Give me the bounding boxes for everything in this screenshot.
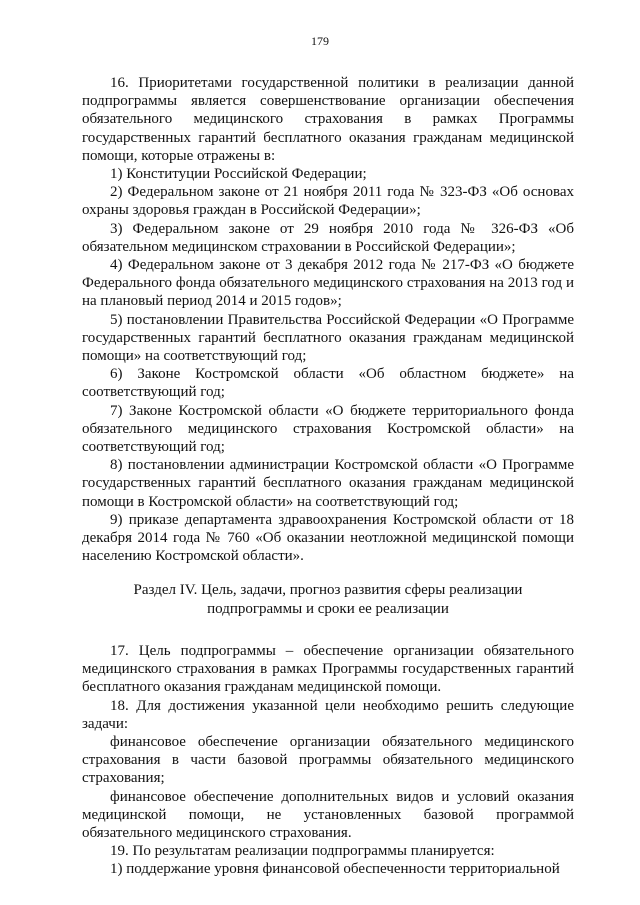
list-item-9: 9) приказе департамента здравоохранения Костромской области от 18 декабря 2014 года № 760 «Об оказании неотложной медицинской помощи населению Костромской области». bbox=[82, 511, 574, 565]
task-item-2: финансовое обеспечение дополнительных видов и условий оказания медицинской помощи, не установленных базовой программой обязательного медицинского страхования. bbox=[82, 788, 574, 841]
document-body bbox=[82, 74, 574, 879]
section-heading-line-1: Раздел IV. Цель, задачи, прогноз развития сферы реализации bbox=[133, 582, 523, 599]
section-heading-line-2: подпрограммы и сроки ее реализации bbox=[207, 600, 449, 617]
list-item-4: 4) Федеральном законе от 3 декабря 2012 года № 217-ФЗ «О бюджете Федерального фонда обязательного медицинского страхования на 2013 год и на плановый период 2014 и 2015 годов»; bbox=[82, 257, 574, 310]
paragraph-17: 17. Цель подпрограммы – обеспечение организации обязательного медицинского страхования в рамках Программы государственных гарантий бесплатного оказания гражданам медицинской помощи. bbox=[82, 642, 574, 696]
list-item-2: 2) Федеральном законе от 21 ноября 2011 года № 323-ФЗ «Об основах охраны здоровья граждан в Российской Федерации»; bbox=[82, 184, 574, 219]
paragraph-19: 19. По результатам реализации подпрограммы планируется: bbox=[110, 843, 495, 860]
result-item-1: 1) поддержание уровня финансовой обеспеченности территориальной bbox=[110, 861, 560, 878]
list-item-1: 1) Конституции Российской Федерации; bbox=[110, 166, 367, 183]
list-item-3: 3) Федеральном законе от 29 ноября 2010 года № 326-ФЗ «Об обязательном медицинском страховании в Российской Федерации»; bbox=[82, 220, 574, 255]
list-item-5: 5) постановлении Правительства Российской Федерации «О Программе государственных гарантий бесплатного оказания гражданам медицинской помощи» на соответствующий год; bbox=[82, 311, 574, 365]
page-number: 179 bbox=[311, 34, 329, 48]
task-item-1: финансовое обеспечение организации обязательного медицинского страхования в части базовой программы обязательного медицинского страхования; bbox=[82, 733, 574, 787]
list-item-6: 6) Законе Костромской области «Об областном бюджете» на соответствующий год; bbox=[82, 366, 574, 401]
paragraph-18: 18. Для достижения указанной цели необходимо решить следующие задачи: bbox=[82, 697, 574, 732]
list-item-8: 8) постановлении администрации Костромской области «О Программе государственных гарантий бесплатного оказания гражданам медицинской помощи в Костромской области» на соответствующий год; bbox=[82, 457, 574, 510]
list-item-7: 7) Законе Костромской области «О бюджете территориального фонда обязательного медицинского страхования Костромской области» на соответствующий год; bbox=[82, 402, 574, 456]
paragraph-16: 16. Приоритетами государственной политики в реализации данной подпрограммы является совершенствование организации обеспечения обязательного медицинского страхования в рамках Программы государственных гарантий бесплатного оказания гражданам медицинской помощи, которые отражены в: bbox=[82, 75, 574, 164]
section-heading bbox=[82, 581, 574, 617]
